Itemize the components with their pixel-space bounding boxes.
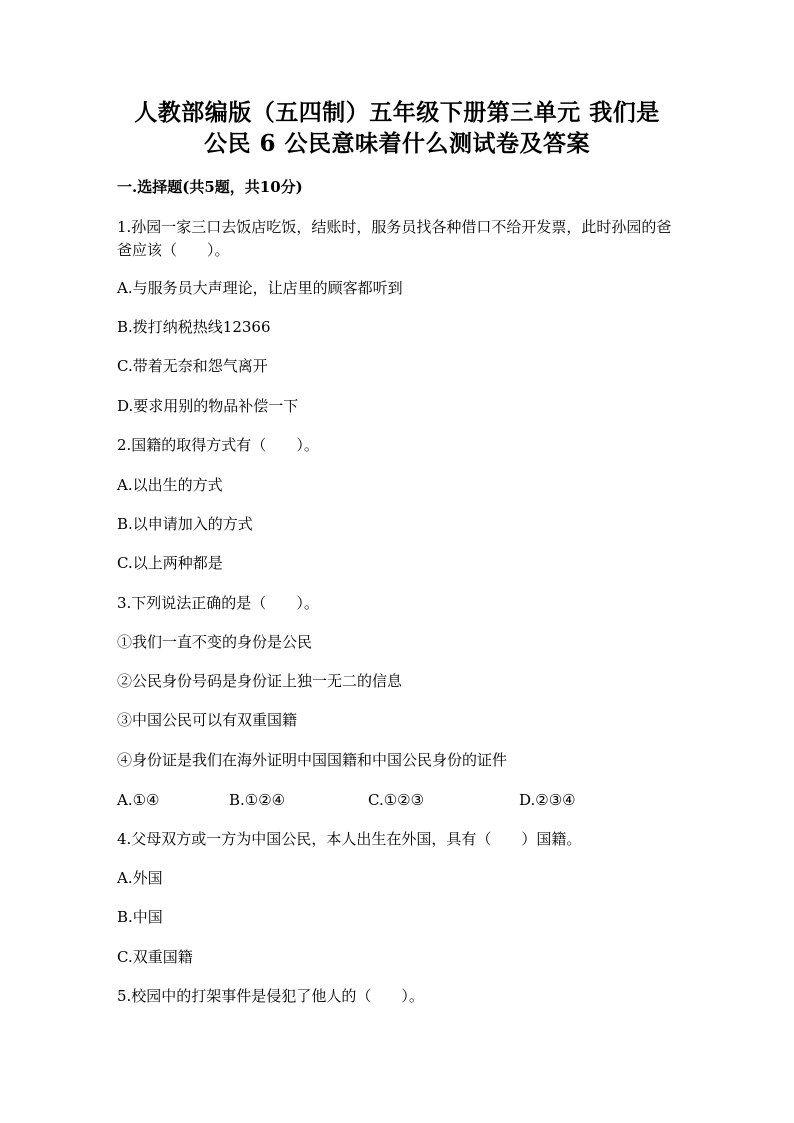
question-5-stem: 5.校园中的打架事件是侵犯了他人的（ ）。 (117, 987, 424, 1005)
question-3-statement-3: ③中国公民可以有双重国籍 (117, 711, 298, 729)
section-heading: 一.选择题(共5题，共10分) (117, 178, 303, 196)
question-2-stem: 2.国籍的取得方式有（ ）。 (117, 436, 319, 454)
question-3-statement-2: ②公民身份号码是身份证上独一无二的信息 (117, 672, 403, 690)
page-title-line-1: 人教部编版（五四制）五年级下册第三单元 我们是 (134, 99, 660, 126)
question-3-option-d: D.②③④ (519, 791, 576, 809)
question-1-stem: 1.孙园一家三口去饭店吃饭，结账时，服务员找各种借口不给开发票，此时孙园的爸爸应该（ ）。 (117, 218, 672, 259)
question-3-statement-4: ④身份证是我们在海外证明中国国籍和中国公民身份的证件 (117, 751, 508, 769)
question-2-option-c: C.以上两种都是 (117, 554, 223, 572)
question-3-statement-1: ①我们一直不变的身份是公民 (117, 633, 313, 651)
question-3-option-b: B.①②④ (229, 791, 286, 809)
question-1-option-a: A.与服务员大声理论，让店里的顾客都听到 (117, 279, 403, 297)
question-4-stem: 4.父母双方或一方为中国公民，本人出生在外国，具有（ ）国籍。 (117, 830, 582, 848)
question-3-option-c: C.①②③ (368, 791, 425, 809)
question-1-option-c: C.带着无奈和怨气离开 (117, 357, 268, 375)
question-4-option-c: C.双重国籍 (117, 948, 193, 966)
question-4-option-b: B.中国 (117, 908, 163, 926)
question-3-option-a: A.①④ (117, 791, 160, 809)
question-2-option-a: A.以出生的方式 (117, 476, 223, 494)
question-3-stem: 3.下列说法正确的是（ ）。 (117, 594, 319, 612)
question-2-option-b: B.以申请加入的方式 (117, 515, 253, 533)
question-4-option-a: A.外国 (117, 869, 163, 887)
question-1-option-b: B.拨打纳税热线12366 (117, 318, 271, 336)
question-1-option-d: D.要求用别的物品补偿一下 (117, 397, 299, 415)
page-title-line-2: 公民 6 公民意味着什么测试卷及答案 (203, 130, 591, 157)
